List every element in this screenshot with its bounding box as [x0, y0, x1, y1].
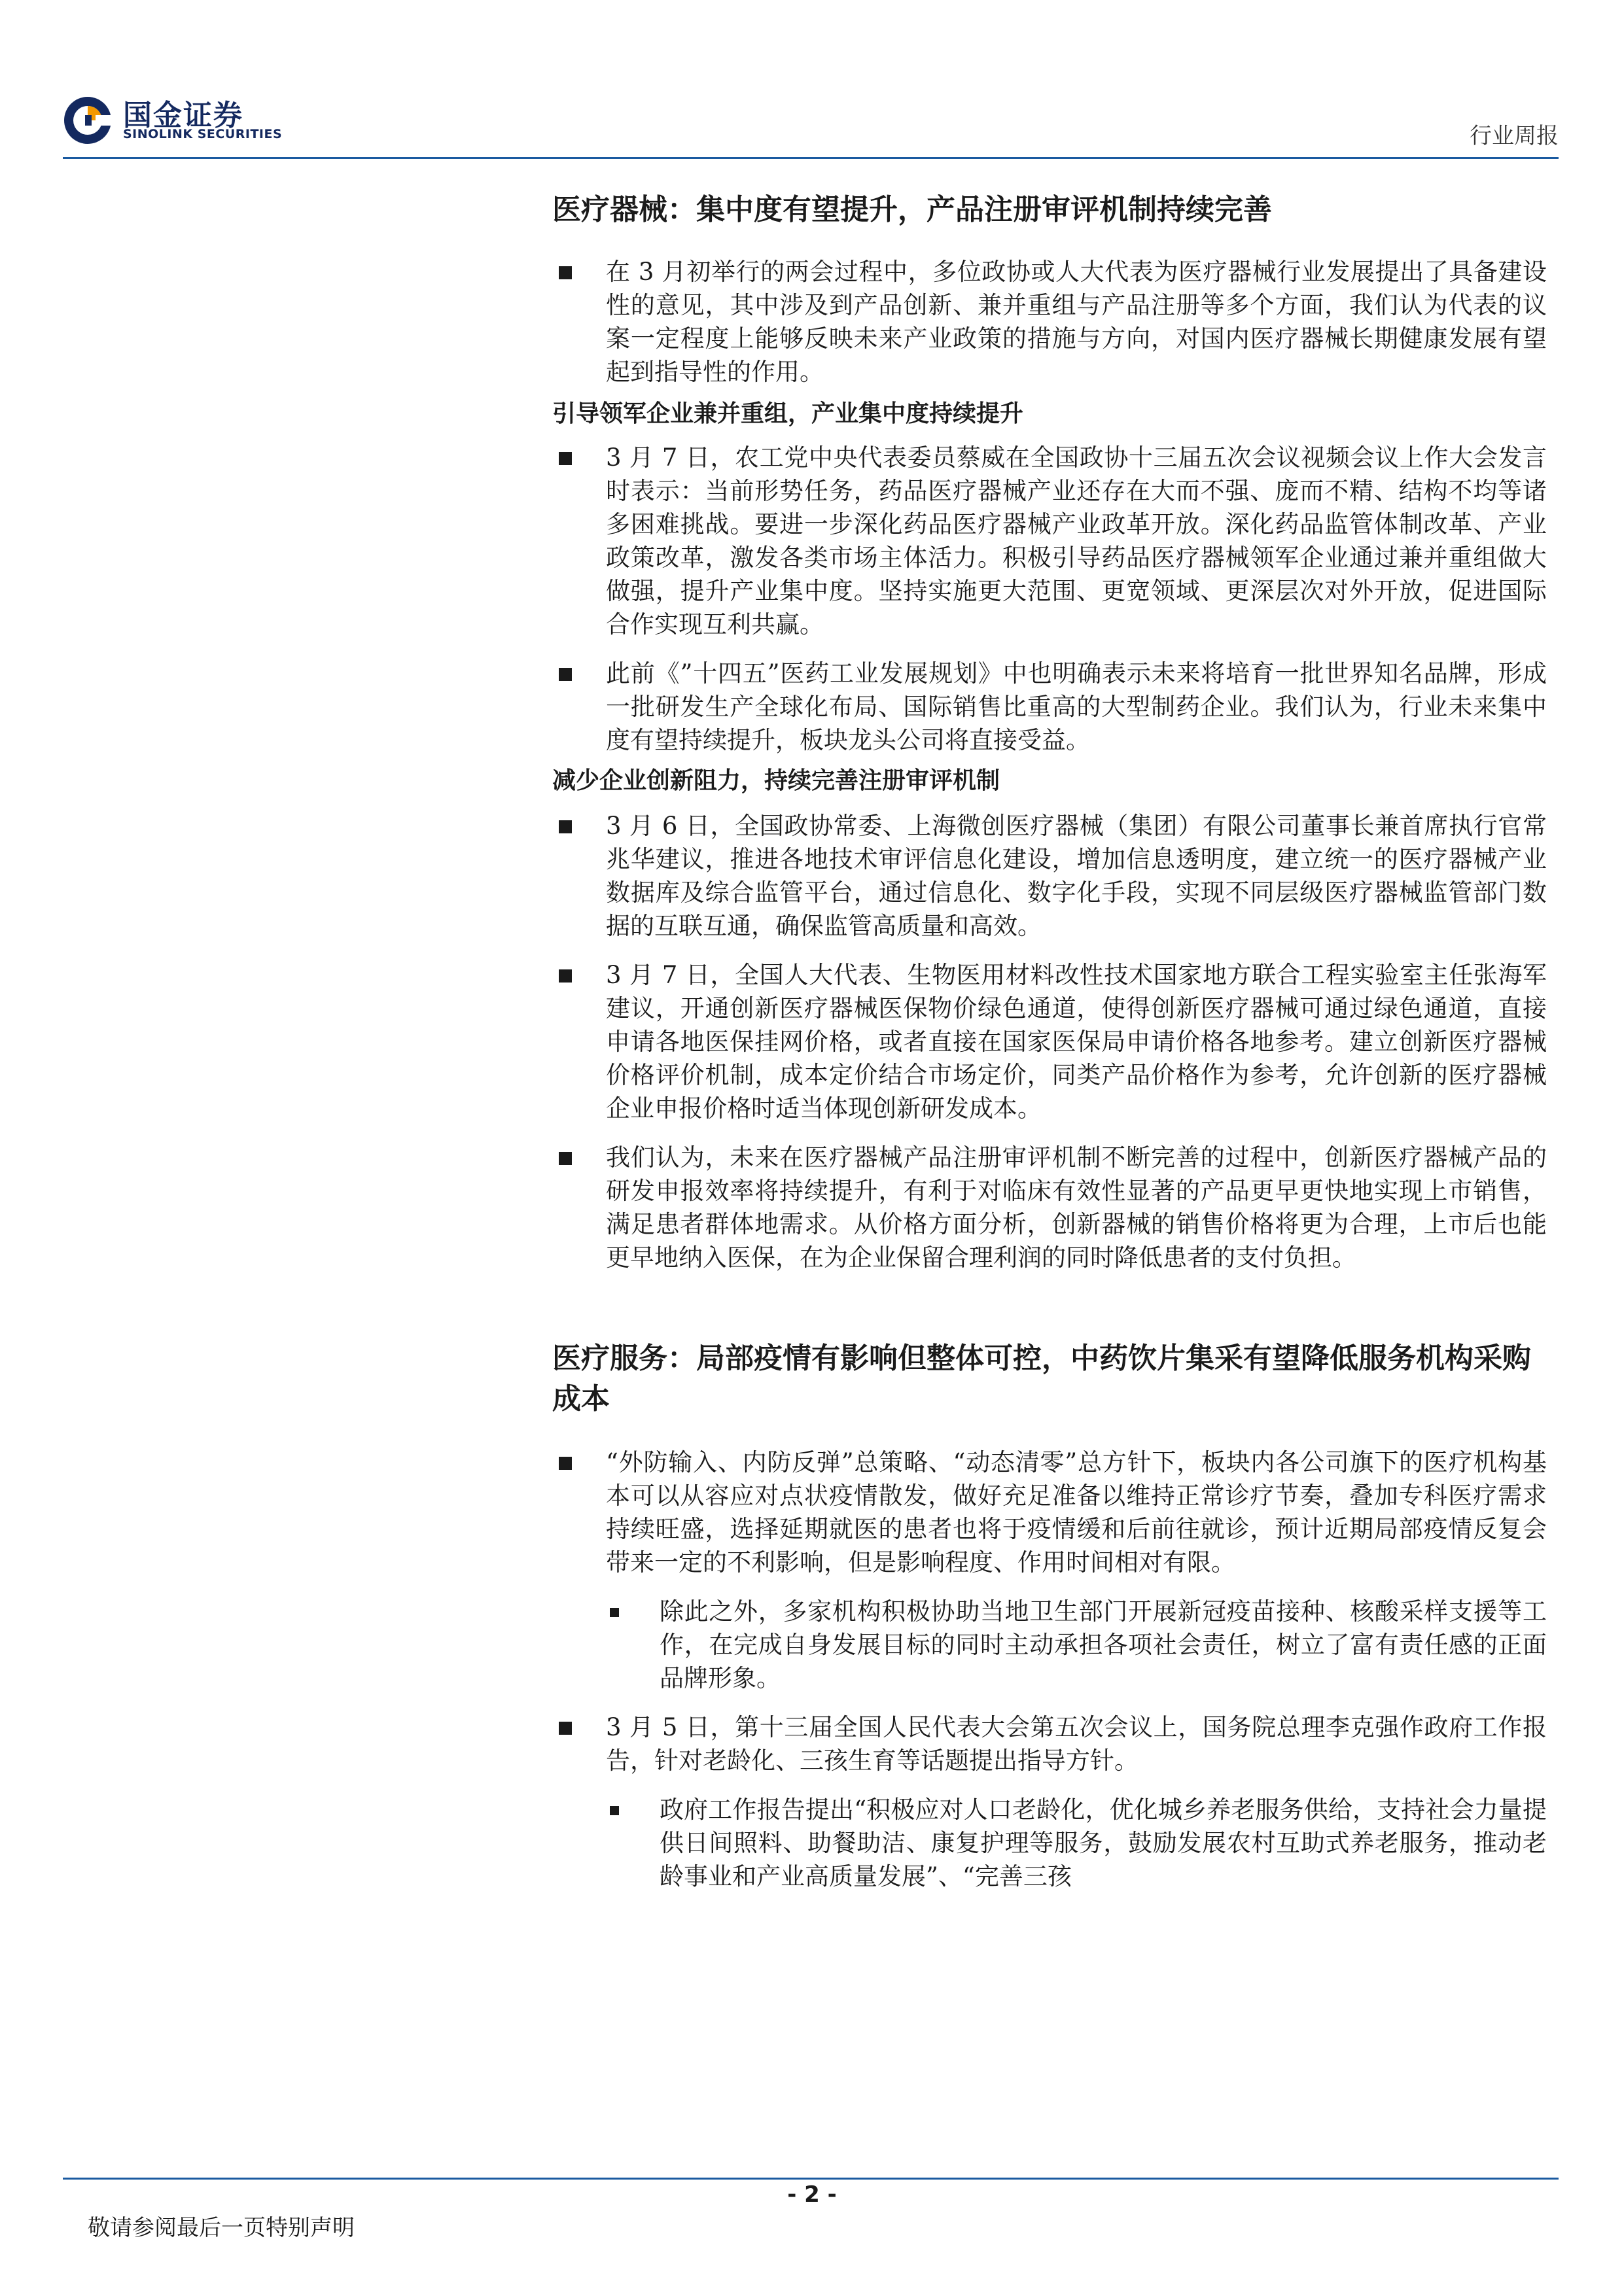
bullet-consolidation-2: [552, 657, 1547, 757]
small-square-bullet-icon: [610, 1608, 619, 1617]
bullet-registration-3: [552, 1141, 1547, 1274]
paragraph: 此前《”十四五”医药工业发展规划》中也明确表示未来将培育一批世界知名品牌，形成一批研发生产全球化布局、国际销售比重高的大型制药企业。我们认为，行业未来集中度有望持续提升，板块龙头公司将直接受益。: [606, 659, 1547, 754]
sub-bullet-service-1: [606, 1595, 1547, 1695]
bullet-device-intro: [552, 255, 1547, 389]
paragraph: 3 月 7 日，农工党中央代表委员蔡威在全国政协十三届五次会议视频会议上作大会发言时表示：当前形势任务，药品医疗器械产业还存在大而不强、庞而不精、结构不均等诸多困难挑战。要进一步深化药品医疗器械产业政革开放。深化药品监管体制改革、产业政策改革，激发各类市场主体活力。积极引导药品医疗器械领军企业通过兼并重组做大做强，提升产业集中度。坚持实施更大范围、更宽领域、更深层次对外开放，促进国际合作实现互利共赢。: [606, 444, 1547, 638]
paragraph: 除此之外，多家机构积极协助当地卫生部门开展新冠疫苗接种、核酸采样支援等工作，在完成自身发展目标的同时主动承担各项社会责任，树立了富有责任感的正面品牌形象。: [660, 1597, 1547, 1692]
sub-bullet-service-2: [606, 1793, 1547, 1893]
page-number: - 2 -: [787, 2182, 837, 2208]
main-content: [552, 190, 1547, 1893]
bullet-service-2: [552, 1711, 1547, 1777]
section-title-service: 医疗服务：局部疫情有影响但整体可控，中药饮片集采有望降低服务机构采购成本: [552, 1342, 1531, 1416]
paragraph: “外防输入、内防反弹”总策略、“动态清零”总方针下，板块内各公司旗下的医疗机构基本可以从容应对点状疫情散发，做好充足准备以维持正常诊疗节奏，叠加专科医疗需求持续旺盛，选择延期就医的患者也将于疫情缓和后前往就诊，预计近期局部疫情反复会带来一定的不利影响，但是影响程度、作用时间相对有限。: [606, 1448, 1547, 1576]
square-bullet-icon: [559, 266, 572, 279]
bullet-registration-1: [552, 809, 1547, 943]
square-bullet-icon: [559, 1152, 572, 1165]
square-bullet-icon: [559, 452, 572, 465]
bullet-registration-2: [552, 958, 1547, 1125]
disclaimer-note: 敬请参阅最后一页特别声明: [88, 2215, 355, 2241]
square-bullet-icon: [559, 820, 572, 833]
logo-chinese-name: 国金证券: [123, 99, 243, 132]
square-bullet-icon: [559, 969, 572, 983]
small-square-bullet-icon: [610, 1806, 619, 1815]
footer-divider: [63, 2178, 1559, 2180]
square-bullet-icon: [559, 1457, 572, 1470]
paragraph: 3 月 7 日，全国人大代表、生物医用材料改性技术国家地方联合工程实验室主任张海军建议，开通创新医疗器械医保物价绿色通道，使得创新医疗器械可通过绿色通道，直接申请各地医保挂网价格，或者直接在国家医保局申请价格各地参考。建立创新医疗器械价格评价机制，成本定价结合市场定价，同类产品价格作为参考，允许创新的医疗器械企业申报价格时适当体现创新研发成本。: [606, 961, 1547, 1122]
subsection-title-consolidation: 引导领军企业兼并重组，产业集中度持续提升: [552, 400, 1024, 427]
bullet-service-1: [552, 1446, 1547, 1579]
page-header: [63, 89, 1559, 161]
paragraph: 我们认为，未来在医疗器械产品注册审评机制不断完善的过程中，创新医疗器械产品的研发申报效率将持续提升，有利于对临床有效性显著的产品更早更快地实现上市销售，满足患者群体地需求。从价格方面分析，创新器械的销售价格将更为合理，上市后也能更早地纳入医保，在为企业保留合理利润的同时降低患者的支付负担。: [606, 1143, 1547, 1272]
square-bullet-icon: [559, 668, 572, 681]
square-bullet-icon: [559, 1722, 572, 1735]
header-divider: [63, 157, 1559, 159]
sinolink-logo: [63, 89, 298, 148]
bullet-consolidation-1: [552, 441, 1547, 641]
paragraph: 3 月 6 日，全国政协常委、上海微创医疗器械（集团）有限公司董事长兼首席执行官常兆华建议，推进各地技术审评信息化建设，增加信息透明度，建立统一的医疗器械产业数据库及综合监管平台，通过信息化、数字化手段，实现不同层级医疗器械监管部门数据的互联互通，确保监管高质量和高效。: [606, 812, 1547, 940]
paragraph: 政府工作报告提出“积极应对人口老龄化，优化城乡养老服务供给，支持社会力量提供日间照料、助餐助洁、康复护理等服务，鼓励发展农村互助式养老服务，推动老龄事业和产业高质量发展”、“完善三孩: [660, 1796, 1547, 1890]
subsection-title-registration: 减少企业创新阻力，持续完善注册审评机制: [552, 767, 1000, 794]
logo-english-name: SINOLINK SECURITIES: [123, 127, 283, 141]
paragraph: 在 3 月初举行的两会过程中，多位政协或人大代表为医疗器械行业发展提出了具备建设性的意见，其中涉及到产品创新、兼并重组与产品注册等多个方面，我们认为代表的议案一定程度上能够反映未来产业政策的措施与方向，对国内医疗器械长期健康发展有望起到指导性的作用。: [606, 258, 1547, 386]
logo-mark-icon: [63, 96, 113, 145]
section-title-device: 医疗器械：集中度有望提升，产品注册审评机制持续完善: [552, 193, 1272, 226]
paragraph: 3 月 5 日，第十三届全国人民代表大会第五次会议上，国务院总理李克强作政府工作报告，针对老龄化、三孩生育等话题提出指导方针。: [606, 1713, 1547, 1775]
document-type: 行业周报: [1470, 123, 1559, 149]
